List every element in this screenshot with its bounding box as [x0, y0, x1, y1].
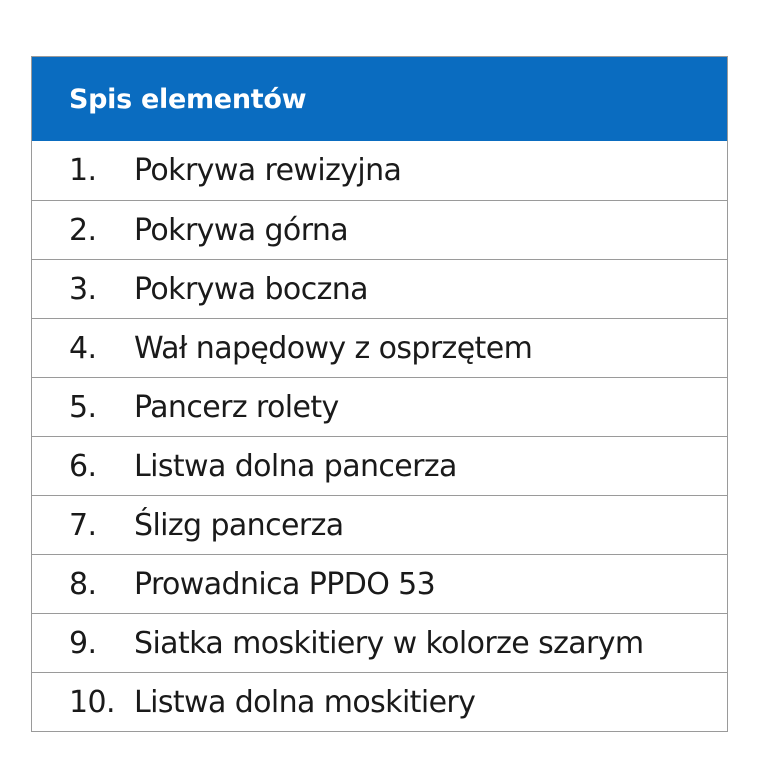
item-number: 1.	[69, 153, 97, 188]
item-number: 2.	[69, 212, 97, 248]
table-row	[32, 259, 727, 318]
item-label: Listwa dolna pancerza	[134, 448, 457, 484]
table-row	[32, 141, 727, 200]
item-label: Ślizg pancerza	[134, 507, 344, 543]
table-header	[32, 57, 727, 141]
item-number: 4.	[69, 330, 97, 366]
table-title: Spis elementów	[69, 83, 307, 115]
item-number: 3.	[69, 271, 97, 307]
item-label: Listwa dolna moskitiery	[134, 684, 476, 720]
table-body	[32, 141, 727, 731]
item-number: 5.	[69, 389, 97, 425]
item-number: 10.	[69, 684, 115, 720]
item-number: 8.	[69, 566, 97, 602]
table-row	[32, 377, 727, 436]
item-label: Pancerz rolety	[134, 389, 339, 425]
table-row	[32, 318, 727, 377]
item-number: 6.	[69, 448, 97, 484]
parts-list-table	[31, 56, 728, 732]
item-label: Prowadnica PPDO 53	[134, 566, 436, 602]
table-row	[32, 436, 727, 495]
item-label: Pokrywa rewizyjna	[134, 153, 402, 188]
item-number: 9.	[69, 625, 97, 661]
table-row	[32, 495, 727, 554]
table-row	[32, 200, 727, 259]
item-number: 7.	[69, 507, 97, 543]
item-label: Siatka moskitiery w kolorze szarym	[134, 625, 644, 661]
item-label: Wał napędowy z osprzętem	[134, 330, 533, 366]
table-row	[32, 613, 727, 672]
item-label: Pokrywa górna	[134, 212, 349, 248]
item-label: Pokrywa boczna	[134, 271, 368, 307]
table-row	[32, 672, 727, 731]
table-row	[32, 554, 727, 613]
